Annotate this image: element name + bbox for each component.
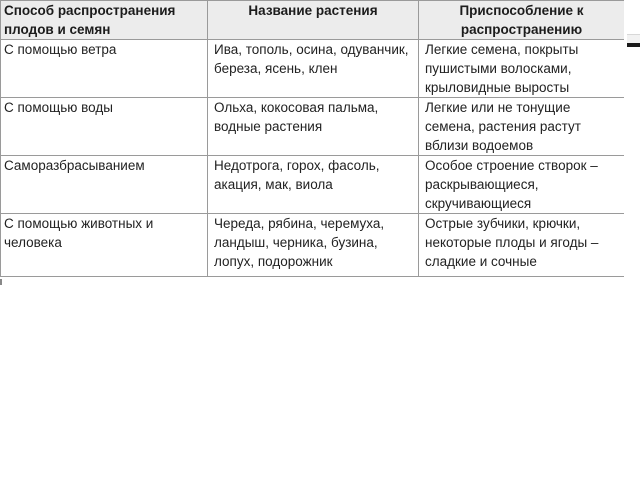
table-header-row [1, 1, 625, 40]
left-edge-artifact [0, 279, 2, 285]
right-edge-bar [627, 43, 640, 47]
cell-method: С помощью ветра [1, 40, 208, 98]
cell-adaptation: Особое строение створок – раскрывающиеся, скручивающиеся [419, 156, 625, 214]
cell-adaptation: Легкие или не тонущие семена, растения растут вблизи водоемов [419, 98, 625, 156]
right-edge-artifact [627, 34, 640, 43]
table-row [1, 98, 625, 156]
cell-plants: Ольха, кокосовая пальма, водные растения [208, 98, 419, 156]
table-row [1, 156, 625, 214]
cell-plants: Недотрога, горох, фасоль, акация, мак, виола [208, 156, 419, 214]
table-row [1, 40, 625, 98]
cell-plants: Ива, тополь, осина, одуванчик, береза, ясень, клен [208, 40, 419, 98]
header-plant-name: Название растения [208, 1, 419, 40]
cell-plants: Череда, рябина, черемуха, ландыш, черника, бузина, лопух, подорожник [208, 214, 419, 277]
cell-method: Саморазбрасыванием [1, 156, 208, 214]
table-row [1, 214, 625, 277]
cell-method: С помощью животных и человека [1, 214, 208, 277]
cell-adaptation: Легкие семена, покрыты пушистыми волосками, крыловидные выросты [419, 40, 625, 98]
cell-method: С помощью воды [1, 98, 208, 156]
header-method: Способ распространения плодов и семян [1, 1, 208, 40]
header-adaptation: Приспособление к распространению [419, 1, 625, 40]
cell-adaptation: Острые зубчики, крючки, некоторые плоды и ягоды – сладкие и сочные [419, 214, 625, 277]
